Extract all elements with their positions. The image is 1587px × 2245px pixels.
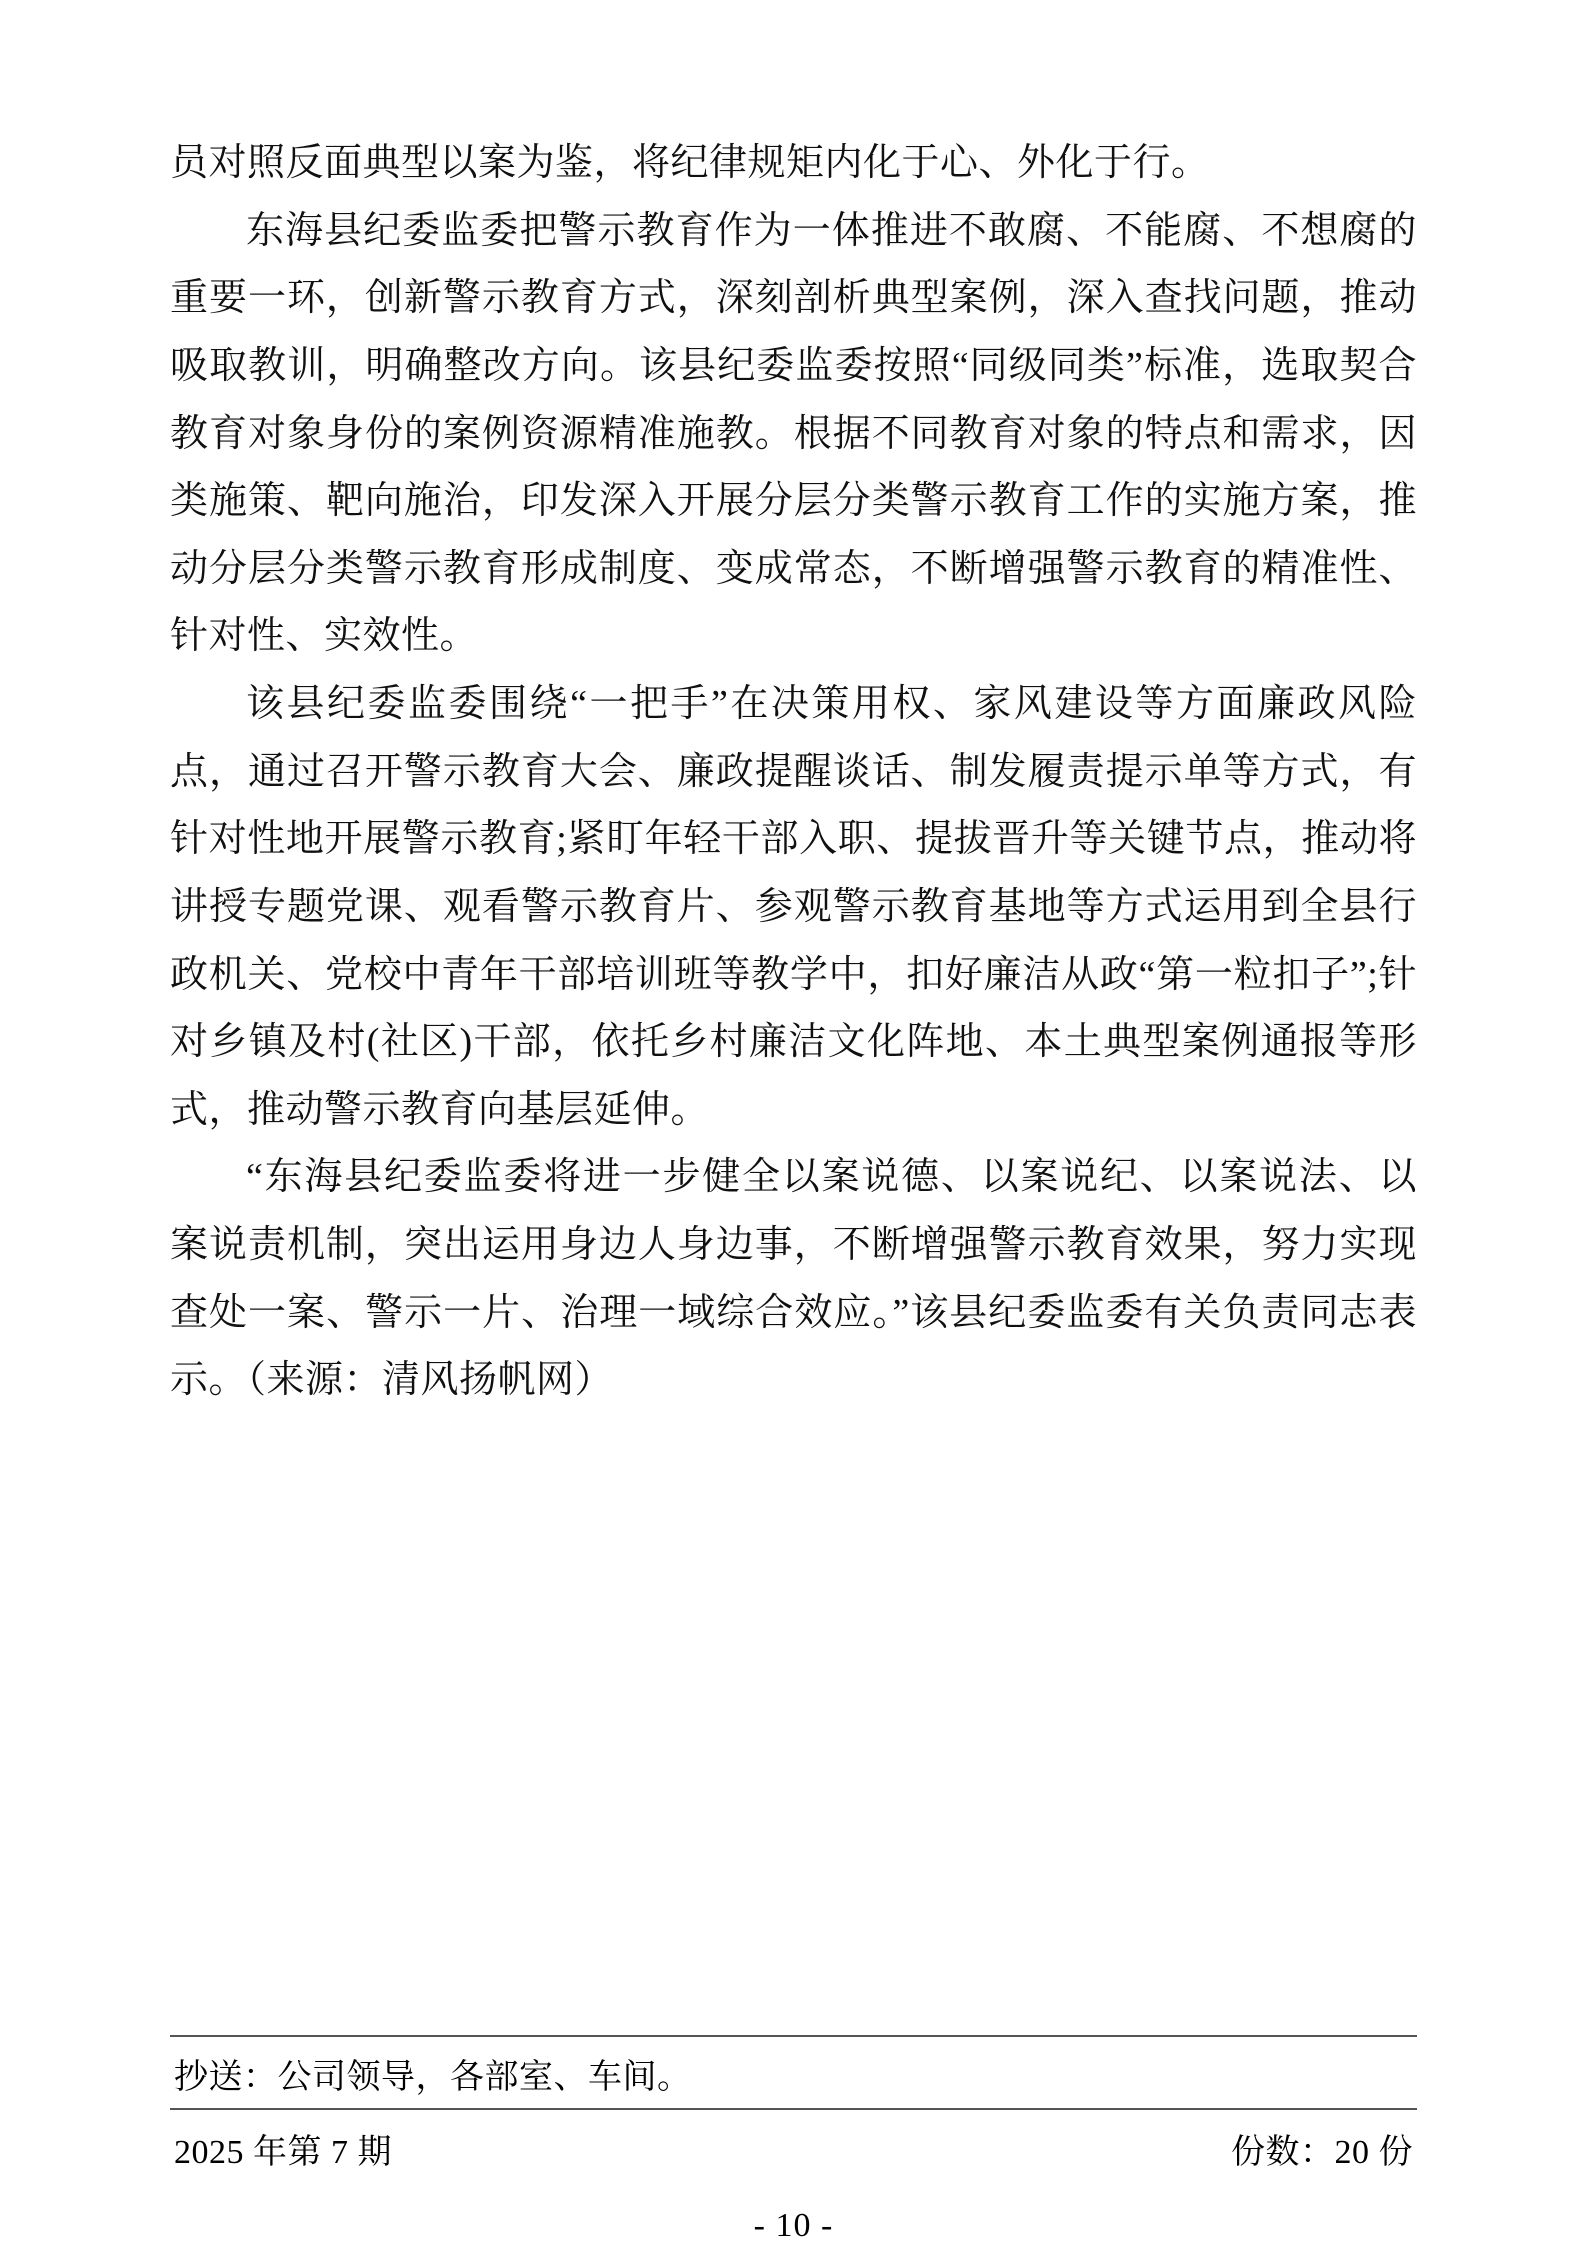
paragraph-2: 东海县纪委监委把警示教育作为一体推进不敢腐、不能腐、不想腐的重要一环，创新警示教育方式，深刻剖析典型案例，深入查找问题，推动吸取教训，明确整改方向。该县纪委监委按照“同级同类”标准，选取契合教育对象身份的案例资源精准施教。根据不同教育对象的特点和需求，因类施策、靶向施治，印发深入开展分层分类警示教育工作的实施方案，推动分层分类警示教育形成制度、变成常态，不断增强警示教育的精准性、针对性、实效性。 xyxy=(170,209,1417,658)
paragraph-1: 员对照反面典型以案为鉴，将纪律规矩内化于心、外化于行。 xyxy=(170,142,1210,184)
paragraph-4: “东海县纪委监委将进一步健全以案说德、以案说纪、以案说法、以案说责机制，突出运用身边人身边事，不断增强警示教育效果，努力实现查处一案、警示一片、治理一域综合效应。”该县纪委监委有关负责同志表示。（来源：清风扬帆网） xyxy=(170,1156,1417,1402)
footer-issue: 2025 年第 7 期 xyxy=(174,2134,392,2171)
footer-distribution: 抄送：公司领导，各部室、车间。 xyxy=(174,2059,692,2096)
footer-meta-row xyxy=(170,2110,1417,2181)
document-body xyxy=(170,130,1417,1415)
paragraph-3: 该县纪委监委围绕“一把手”在决策用权、家风建设等方面廉政风险点，通过召开警示教育大会、廉政提醒谈话、制发履责提示单等方式，有针对性地开展警示教育;紧盯年轻干部入职、提拔晋升等关键节点，推动将讲授专题党课、观看警示教育片、参观警示教育基地等方式运用到全县行政机关、党校中青年干部培训班等教学中，扣好廉洁从政“第一粒扣子”;针对乡镇及村(社区)干部，依托乡村廉洁文化阵地、本土典型案例通报等形式，推动警示教育向基层延伸。 xyxy=(170,683,1417,1131)
page-number: - 10 - xyxy=(753,2207,834,2244)
footer-copies: 份数：20 份 xyxy=(1231,2134,1413,2171)
page-footer xyxy=(170,2035,1417,2245)
